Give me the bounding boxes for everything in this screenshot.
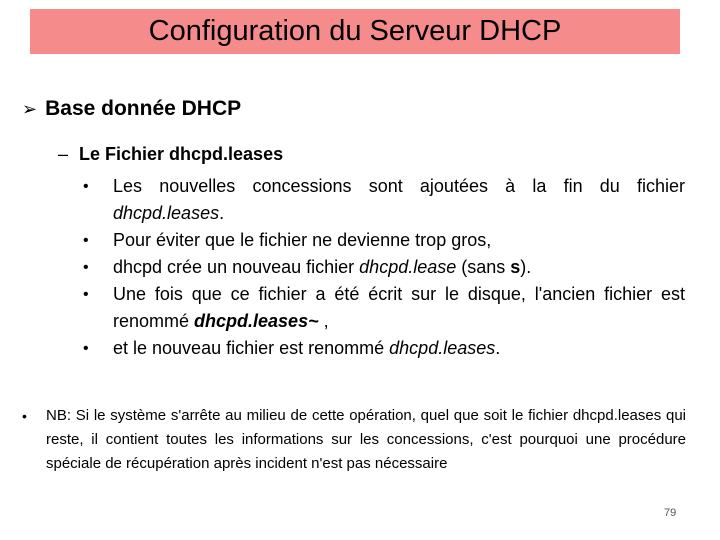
bullet-dot-icon: •: [83, 178, 89, 195]
dash-bullet-icon: –: [58, 144, 69, 164]
bullet-emphasis: dhcpd.lease: [359, 257, 457, 277]
bullet-dot-icon: •: [83, 286, 89, 303]
bullet-text: [113, 254, 685, 281]
level1-label: Base donnée DHCP: [45, 97, 242, 120]
bullet-dot-icon: •: [83, 259, 89, 276]
level2-label: Le Fichier dhcpd.leases: [79, 144, 284, 164]
bullet-text-part: et le nouveau fichier est renommé: [113, 338, 390, 358]
bullet-item: [82, 335, 685, 362]
bullet-text: [113, 335, 685, 362]
slide-title: Configuration du Serveur DHCP: [148, 15, 562, 47]
bullet-emphasis: dhcpd.leases: [389, 338, 496, 358]
bullet-text-part: Une fois que ce fichier a été écrit sur le disque, l'ancien fichier est renommé: [113, 284, 685, 331]
bullet-text: [113, 173, 685, 227]
bullet-text-part: dhcpd crée un nouveau fichier: [113, 257, 360, 277]
bullet-text-part: .: [495, 338, 501, 358]
bullet-dot-icon: •: [83, 232, 89, 249]
bullet-text-part: Pour éviter que le fichier ne devienne trop gros,: [113, 230, 492, 250]
note-item: [22, 404, 686, 476]
bullet-emphasis: dhcpd.leases: [113, 203, 220, 223]
bullet-text-part: Les nouvelles concessions sont ajoutées à la fin du fichier: [113, 176, 685, 196]
title-banner: [30, 9, 680, 54]
bullet-list: [82, 173, 685, 362]
arrow-bullet-icon: ➢: [22, 98, 38, 119]
bullet-dot-icon: •: [83, 340, 89, 357]
bullet-dot-icon: •: [22, 408, 27, 424]
bullet-item: [82, 254, 685, 281]
bullet-text-part: (sans: [456, 257, 511, 277]
bullet-item: [82, 173, 685, 227]
bullet-text-part: ,: [318, 311, 329, 331]
bullet-item: [82, 227, 685, 254]
bullet-text-part: .: [219, 203, 225, 223]
bullet-strong: s: [510, 257, 521, 277]
level2-item: [58, 144, 283, 165]
note-text: NB: Si le système s'arrête au milieu de cette opération, quel que soit le fichier dhcpd.leases qui reste, il contient toutes les informations sur les concessions, c'est pourquoi une procédure spéciale de récupération après incident n'est pas nécessaire: [46, 407, 686, 472]
bullet-text: [113, 281, 685, 335]
page-number: 79: [664, 507, 677, 519]
level1-item: [22, 97, 241, 121]
bullet-item: [82, 281, 685, 335]
bullet-text-part: ).: [520, 257, 532, 277]
bullet-emphasis: dhcpd.leases~: [194, 311, 319, 331]
bullet-text: [113, 227, 685, 254]
